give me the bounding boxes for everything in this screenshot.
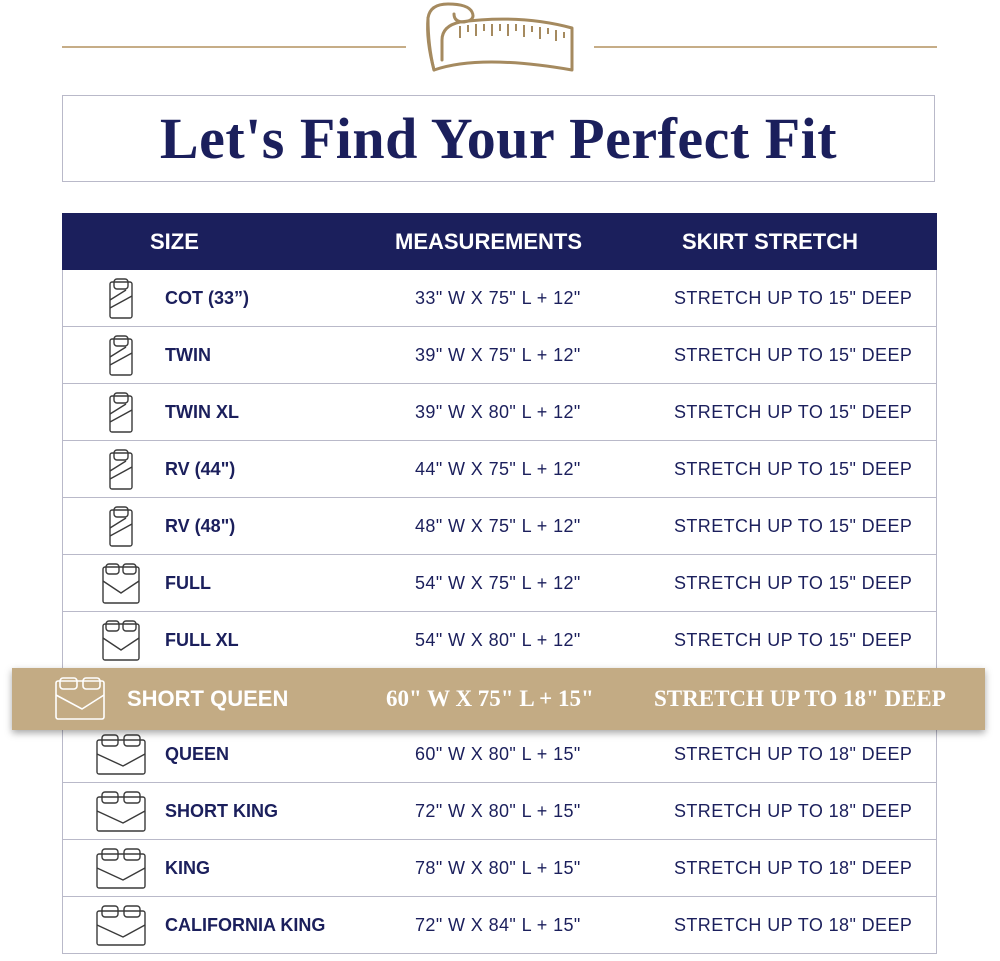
- page-title: Let's Find Your Perfect Fit: [159, 106, 838, 171]
- size-label: FULL XL: [165, 630, 239, 650]
- table-row: [62, 897, 937, 954]
- measurements-value: 48" W X 75" L + 12": [415, 516, 581, 536]
- skirt-stretch-value: STRETCH UP TO 15" DEEP: [674, 573, 913, 593]
- size-label: TWIN XL: [165, 402, 239, 422]
- narrow-bed-icon: [93, 333, 149, 379]
- table-row: [62, 498, 937, 555]
- table-header: [62, 213, 937, 270]
- size-label: SHORT KING: [165, 801, 279, 821]
- table-row: [62, 555, 937, 612]
- highlighted-skirt-stretch: STRETCH UP TO 18" DEEP: [654, 686, 946, 711]
- size-label: KING: [165, 858, 210, 878]
- size-chart-table: [62, 213, 937, 954]
- skirt-stretch-value: STRETCH UP TO 18" DEEP: [674, 744, 913, 764]
- narrow-bed-icon: [93, 390, 149, 436]
- skirt-stretch-value: STRETCH UP TO 15" DEEP: [674, 402, 913, 422]
- size-label: FULL: [165, 573, 211, 593]
- size-label: QUEEN: [165, 744, 230, 764]
- narrow-bed-icon: [93, 504, 149, 550]
- skirt-stretch-value: STRETCH UP TO 15" DEEP: [674, 459, 913, 479]
- skirt-stretch-value: STRETCH UP TO 15" DEEP: [674, 630, 913, 650]
- skirt-stretch-value: STRETCH UP TO 15" DEEP: [674, 516, 913, 536]
- size-label: RV (44"): [165, 459, 236, 479]
- medium-bed-icon: [93, 618, 149, 664]
- measurements-value: 54" W X 80" L + 12": [415, 630, 581, 650]
- measurements-value: 72" W X 84" L + 15": [415, 915, 581, 935]
- decorative-line-right: [594, 46, 937, 48]
- size-label: COT (33”): [165, 288, 250, 308]
- table-row: [62, 384, 937, 441]
- narrow-bed-icon: [93, 276, 149, 322]
- skirt-stretch-value: STRETCH UP TO 18" DEEP: [674, 858, 913, 878]
- size-label: RV (48"): [165, 516, 236, 536]
- header-size: SIZE: [150, 229, 199, 254]
- wide-bed-icon: [93, 903, 149, 949]
- wide-bed-icon: [93, 732, 149, 778]
- table-row: [62, 783, 937, 840]
- measurements-value: 72" W X 80" L + 15": [415, 801, 581, 821]
- table-body: [62, 270, 937, 954]
- decorative-line-left: [62, 46, 406, 48]
- measurements-value: 60" W X 80" L + 15": [415, 744, 581, 764]
- highlighted-measurements: 60" W X 75" L + 15": [386, 686, 594, 711]
- medium-bed-icon: [93, 561, 149, 607]
- wide-bed-icon: [93, 789, 149, 835]
- highlighted-size: SHORT QUEEN: [127, 686, 289, 711]
- wide-bed-icon: [52, 675, 108, 723]
- measurements-value: 54" W X 75" L + 12": [415, 573, 581, 593]
- highlighted-row: [12, 668, 985, 730]
- size-label: TWIN: [165, 345, 211, 365]
- skirt-stretch-value: STRETCH UP TO 15" DEEP: [674, 345, 913, 365]
- size-label: CALIFORNIA KING: [165, 915, 326, 935]
- skirt-stretch-value: STRETCH UP TO 15" DEEP: [674, 288, 913, 308]
- measurements-value: 39" W X 75" L + 12": [415, 345, 581, 365]
- wide-bed-icon: [93, 846, 149, 892]
- table-row: [62, 840, 937, 897]
- table-row: [62, 327, 937, 384]
- table-row: [62, 726, 937, 783]
- measurements-value: 33" W X 75" L + 12": [415, 288, 581, 308]
- measurements-value: 39" W X 80" L + 12": [415, 402, 581, 422]
- table-row: [62, 612, 937, 669]
- skirt-stretch-value: STRETCH UP TO 18" DEEP: [674, 801, 913, 821]
- measuring-tape-icon: [420, 0, 580, 80]
- skirt-stretch-value: STRETCH UP TO 18" DEEP: [674, 915, 913, 935]
- table-row: [62, 441, 937, 498]
- measurements-value: 78" W X 80" L + 15": [415, 858, 581, 878]
- measurements-value: 44" W X 75" L + 12": [415, 459, 581, 479]
- header-measurements: MEASUREMENTS: [395, 229, 583, 254]
- table-row: [62, 270, 937, 327]
- header-skirt-stretch: SKIRT STRETCH: [682, 229, 858, 254]
- title-box: [62, 95, 935, 182]
- narrow-bed-icon: [93, 447, 149, 493]
